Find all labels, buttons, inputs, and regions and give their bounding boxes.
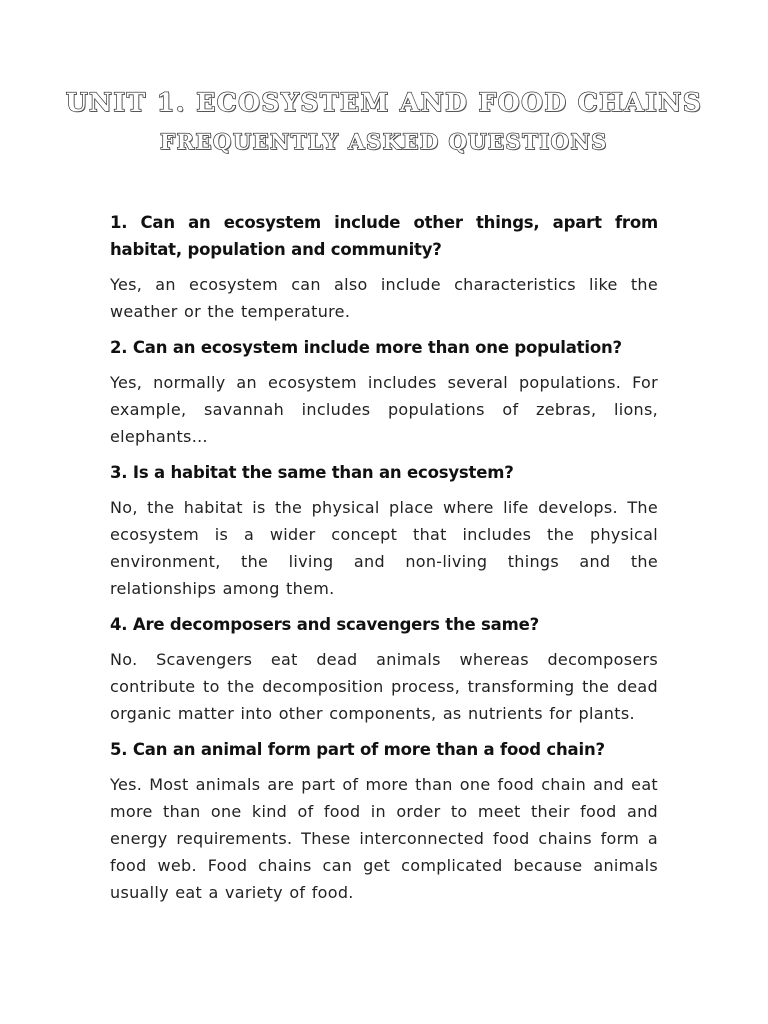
faq-item xyxy=(110,611,658,727)
faq-item xyxy=(110,736,658,906)
faq-answer: No. Scavengers eat dead animals whereas decomposers contribute to the decomposition process, transforming the dead organic matter into other components, as nutrients for plants. xyxy=(110,650,658,723)
faq-question: 3. Is a habitat the same than an ecosystem? xyxy=(110,463,514,482)
faq-answer: No, the habitat is the physical place where life develops. The ecosystem is a wider concept that includes the physical environment, the living and non-living things and the relationships among them. xyxy=(110,498,658,598)
faq-question: 1. Can an ecosystem include other things, apart from habitat, population and community? xyxy=(110,213,658,259)
faq-answer: Yes, an ecosystem can also include characteristics like the weather or the temperature. xyxy=(110,275,658,321)
faq-question: 2. Can an ecosystem include more than one population? xyxy=(110,338,622,357)
faq-answer: Yes. Most animals are part of more than one food chain and eat more than one kind of food in order to meet their food and energy requirements. These interconnected food chains form a food web. Food chains can get complicated because animals usually eat a variety of food. xyxy=(110,775,658,902)
document-title: UNIT 1. ECOSYSTEM AND FOOD CHAINS xyxy=(65,88,703,117)
faq-list xyxy=(110,209,658,915)
faq-question: 4. Are decomposers and scavengers the same? xyxy=(110,615,539,634)
faq-answer: Yes, normally an ecosystem includes several populations. For example, savannah includes populations of zebras, lions, elephants… xyxy=(110,373,658,446)
faq-item xyxy=(110,209,658,325)
faq-item xyxy=(110,459,658,602)
document-header xyxy=(0,84,768,158)
faq-question: 5. Can an animal form part of more than a food chain? xyxy=(110,740,605,759)
document-subtitle: FREQUENTLY ASKED QUESTIONS xyxy=(160,129,608,154)
faq-item xyxy=(110,334,658,450)
